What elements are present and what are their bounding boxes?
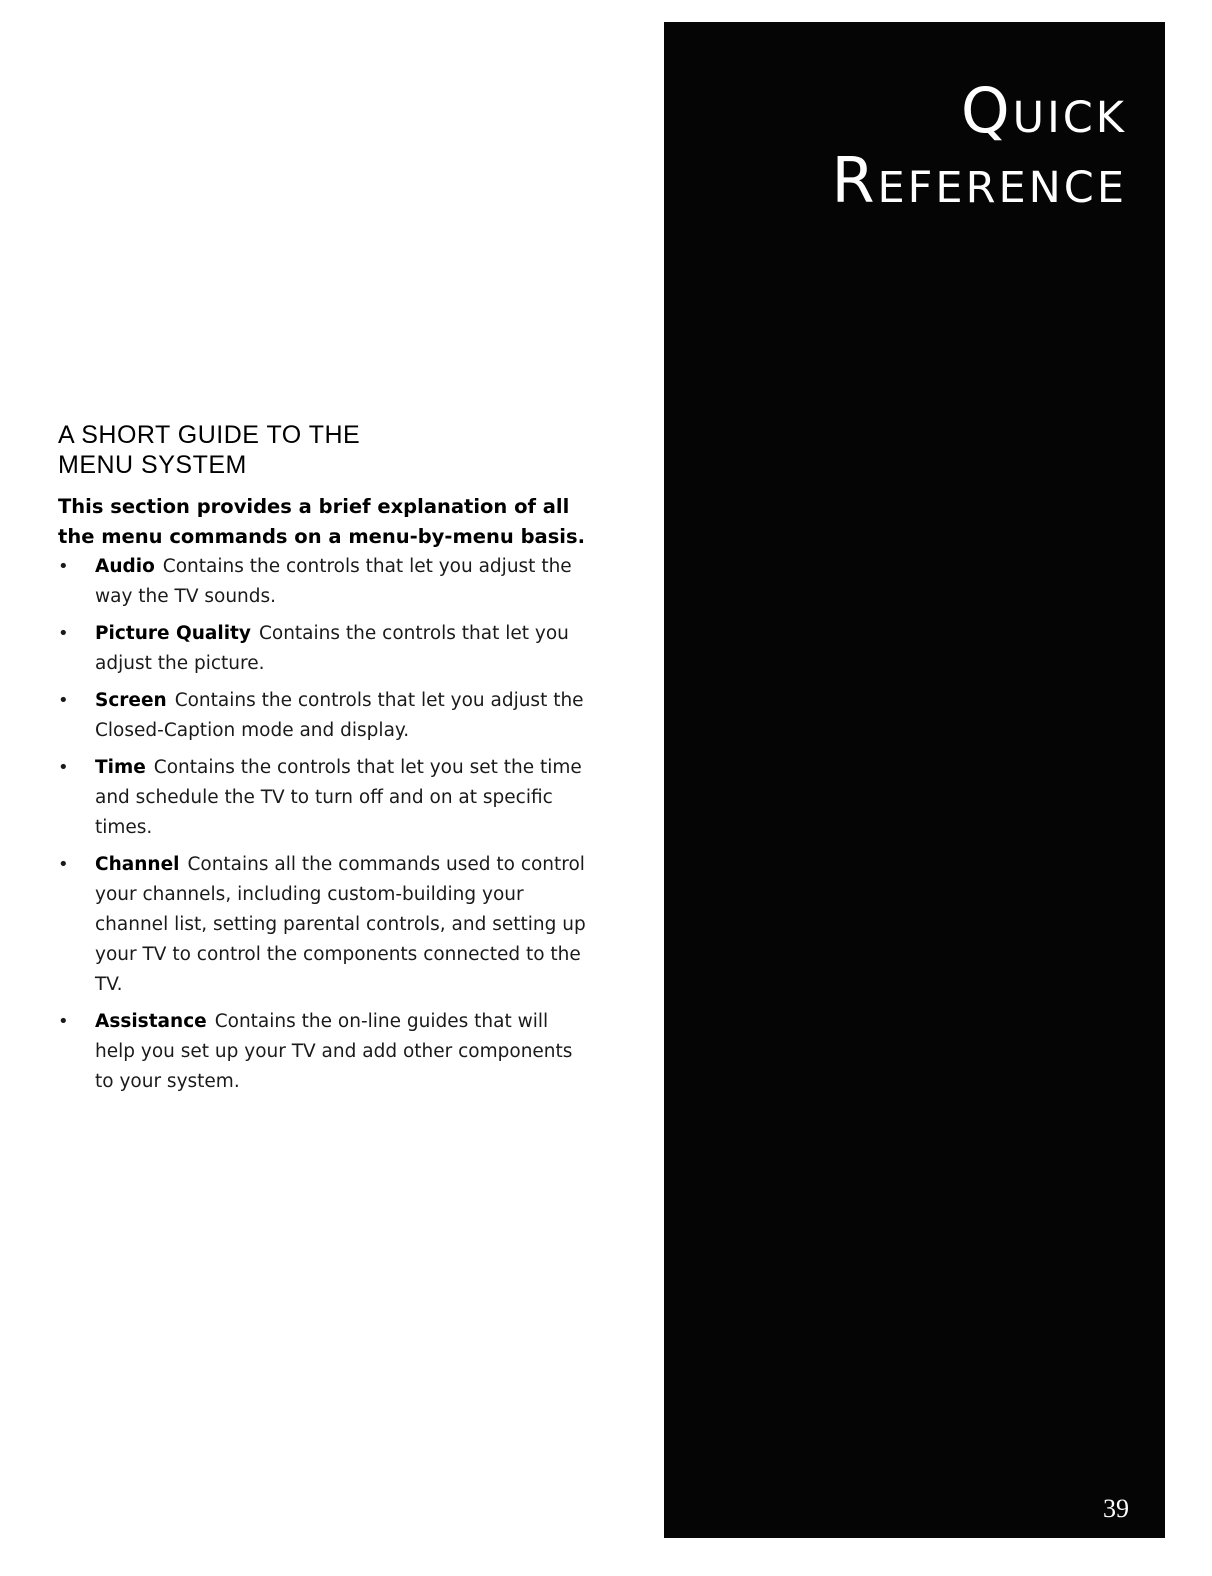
list-item-channel xyxy=(58,850,588,1000)
page-number: 39 xyxy=(1103,1494,1129,1523)
bullet-icon: • xyxy=(58,854,69,875)
panel-title-line2: Reference xyxy=(831,144,1127,217)
menu-description: Contains the controls that let you set the time and schedule the TV to turn off and on at specific times. xyxy=(95,757,582,838)
bullet-icon: • xyxy=(58,1011,69,1032)
menu-guide-section xyxy=(58,420,588,1104)
menu-term: Assistance xyxy=(95,1011,207,1032)
menu-description: Contains the controls that let you adjust the picture. xyxy=(95,623,569,674)
bullet-icon: • xyxy=(58,623,69,644)
menu-list xyxy=(58,552,588,1097)
section-heading-line1: A SHORT GUIDE TO THE xyxy=(58,421,361,449)
bullet-icon: • xyxy=(58,690,69,711)
panel-title-line1: Quick xyxy=(960,74,1127,147)
bullet-icon: • xyxy=(58,757,69,778)
list-item-audio xyxy=(58,552,588,612)
list-item-screen xyxy=(58,686,588,746)
menu-description: Contains the controls that let you adjust the Closed-Caption mode and display. xyxy=(95,690,584,741)
section-heading xyxy=(58,420,588,480)
menu-description: Contains the controls that let you adjust the way the TV sounds. xyxy=(95,556,572,607)
menu-term: Audio xyxy=(95,556,155,577)
list-item-assistance xyxy=(58,1007,588,1097)
menu-term: Picture Quality xyxy=(95,623,251,644)
menu-term: Screen xyxy=(95,690,167,711)
quick-reference-panel xyxy=(664,22,1165,1538)
panel-title xyxy=(831,76,1127,216)
menu-description: Contains all the commands used to control your channels, including custom-building your channel list, setting parental controls, and setting up your TV to control the components connected to the TV. xyxy=(95,854,586,995)
menu-description: Contains the on-line guides that will help you set up your TV and add other components to your system. xyxy=(95,1011,573,1092)
menu-term: Time xyxy=(95,757,146,778)
section-intro: This section provides a brief explanation of all the menu commands on a menu-by-menu basis. xyxy=(58,495,586,548)
list-item-picture-quality xyxy=(58,619,588,679)
menu-term: Channel xyxy=(95,854,180,875)
list-item-time xyxy=(58,753,588,843)
section-heading-line2: MENU SYSTEM xyxy=(58,451,247,479)
bullet-icon: • xyxy=(58,556,69,577)
